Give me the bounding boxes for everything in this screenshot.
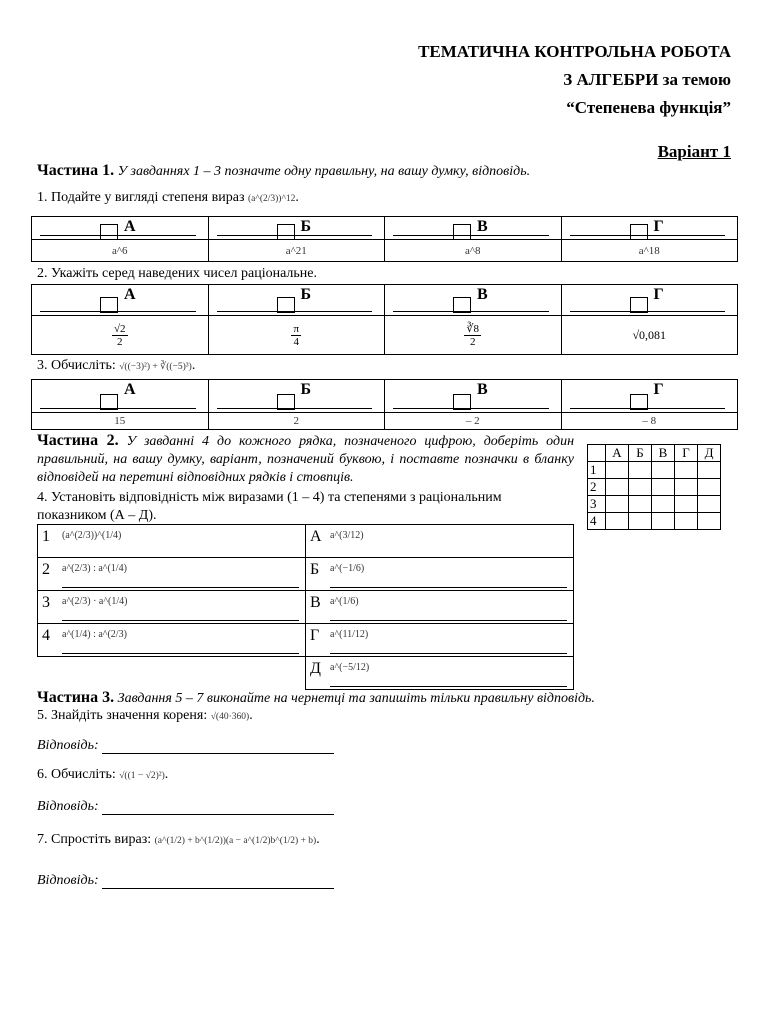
q7-text: 7. Спростіть вираз: <box>37 832 152 847</box>
q5-text: 5. Знайдіть значення кореня: <box>37 708 208 723</box>
answer-label: Відповідь: <box>37 799 99 814</box>
q3-option-b[interactable] <box>208 380 385 413</box>
checkbox[interactable] <box>100 224 118 240</box>
matching-table <box>37 524 574 690</box>
match-left-1 <box>38 525 306 558</box>
option-label: А <box>124 218 136 235</box>
option-label: В <box>477 381 488 398</box>
q2-answer-table <box>31 284 738 355</box>
part3-heading <box>37 689 595 707</box>
q2-option-b[interactable] <box>208 285 385 316</box>
row-number: 4 <box>42 627 50 644</box>
q7-end: . <box>316 832 320 847</box>
q1-option-b[interactable] <box>208 217 385 240</box>
grid-col-header: Г <box>675 445 698 462</box>
grid-cell[interactable] <box>698 479 721 496</box>
part2-title: Частина 2. <box>37 432 119 449</box>
part1-title: Частина 1. <box>37 162 115 179</box>
q5-answer-row <box>37 738 334 754</box>
grid-row-header: 1 <box>588 462 606 479</box>
q1-end: . <box>295 190 299 205</box>
match-right-a <box>306 525 574 558</box>
row-letter: Д <box>310 660 321 677</box>
grid-cell[interactable] <box>629 496 652 513</box>
grid-cell[interactable] <box>698 513 721 530</box>
part1-heading <box>37 162 530 180</box>
q3-answer-v: – 2 <box>385 413 562 430</box>
expression: a^(2/3) : a^(1/4) <box>62 563 127 574</box>
part1-description: У завданнях 1 – 3 позначте одну правильну, на вашу думку, відповідь. <box>117 164 531 179</box>
expression: a^(−1/6) <box>330 563 365 574</box>
grid-cell[interactable] <box>698 462 721 479</box>
q7-expression: (a^(1/2) + b^(1/2))(a − a^(1/2)b^(1/2) + b) <box>154 836 317 846</box>
grid-cell[interactable] <box>675 513 698 530</box>
grid-col-header: В <box>652 445 675 462</box>
row-letter: В <box>310 594 321 611</box>
row-letter: Г <box>310 627 320 644</box>
grid-cell[interactable] <box>652 496 675 513</box>
grid-row-header: 2 <box>588 479 606 496</box>
question-5 <box>37 708 253 724</box>
grid-cell[interactable] <box>606 496 629 513</box>
q3-option-a[interactable] <box>32 380 209 413</box>
expression: a^(3/12) <box>330 530 364 541</box>
match-right-v <box>306 591 574 624</box>
q2-option-a[interactable] <box>32 285 209 316</box>
checkbox[interactable] <box>453 224 471 240</box>
expression: a^(1/4) : a^(2/3) <box>62 629 127 640</box>
title-line-2: З АЛГЕБРИ за темою <box>563 70 731 89</box>
row-letter: А <box>310 528 322 545</box>
q5-expression: √(40·360) <box>210 712 250 722</box>
expression: (a^(2/3))^(1/4) <box>62 530 122 541</box>
q4-text-line-2: показником (А – Д). <box>37 508 157 523</box>
expression: a^(11/12) <box>330 629 369 640</box>
grid-corner <box>588 445 606 462</box>
q1-answer-table <box>31 216 738 262</box>
option-label: А <box>124 381 136 398</box>
q6-end: . <box>164 767 169 782</box>
fraction-numerator: ∛8 <box>466 322 479 335</box>
q1-answer-v: a^8 <box>385 240 562 262</box>
option-label: Г <box>653 286 664 303</box>
q3-text: 3. Обчисліть: <box>37 358 116 373</box>
q3-option-g[interactable] <box>561 380 738 413</box>
grid-cell[interactable] <box>629 479 652 496</box>
grid-cell[interactable] <box>698 496 721 513</box>
q5-answer-field[interactable] <box>102 739 334 754</box>
option-label: А <box>124 286 136 303</box>
variant-label: Варіант 1 <box>657 142 731 161</box>
grid-cell[interactable] <box>606 462 629 479</box>
q3-end: . <box>191 358 196 373</box>
q7-answer-row <box>37 873 334 889</box>
q1-option-v[interactable] <box>385 217 562 240</box>
match-left-3 <box>38 591 306 624</box>
option-label: Б <box>300 381 312 398</box>
fraction-denominator: 2 <box>469 335 476 348</box>
q2-answer-b <box>208 316 385 355</box>
grid-col-header: Д <box>698 445 721 462</box>
match-right-g <box>306 624 574 657</box>
answer-grid <box>587 444 721 530</box>
title-line-1: ТЕМАТИЧНА КОНТРОЛЬНА РОБОТА <box>418 42 731 61</box>
part3-description: Завдання 5 – 7 виконайте на чернетці та запишіть тільки правильну відповідь. <box>117 691 595 706</box>
fraction-denominator: 2 <box>116 335 123 348</box>
question-3 <box>37 358 195 374</box>
q6-answer-field[interactable] <box>102 800 334 815</box>
match-left-4 <box>38 624 306 657</box>
grid-col-header: А <box>606 445 629 462</box>
option-label: Г <box>653 381 664 398</box>
q2-answer-a <box>32 316 209 355</box>
title-line-3: “Степенева функція” <box>566 98 731 117</box>
q1-option-a[interactable] <box>32 217 209 240</box>
row-number: 1 <box>42 528 50 545</box>
expression: a^(2/3) · a^(1/4) <box>62 596 128 607</box>
answer-label: Відповідь: <box>37 738 99 753</box>
q3-option-v[interactable] <box>385 380 562 413</box>
q1-answer-g: a^18 <box>561 240 738 262</box>
part2-description: У завданні 4 до кожного рядка, позначеного цифрою, доберіть один правильний, на вашу думку, варіант, позначений буквою, і поставте позначки в бланку відповідей на перетині відповідних рядків і стовпців. <box>37 434 575 485</box>
q7-answer-field[interactable] <box>102 874 334 889</box>
grid-cell[interactable] <box>652 513 675 530</box>
q1-text: 1. Подайте у вигляді степеня вираз <box>37 190 245 205</box>
q3-answer-b: 2 <box>208 413 385 430</box>
grid-cell[interactable] <box>606 479 629 496</box>
q4-text-line-1: 4. Установіть відповідність між виразами (1 – 4) та степенями з раціональним <box>37 490 502 505</box>
question-6 <box>37 767 168 783</box>
row-letter: Б <box>310 561 320 578</box>
q2-answer-g: √0,081 <box>561 316 738 355</box>
row-number: 2 <box>42 561 50 578</box>
grid-cell[interactable] <box>652 479 675 496</box>
checkbox[interactable] <box>630 224 648 240</box>
grid-col-header: Б <box>629 445 652 462</box>
grid-cell[interactable] <box>629 462 652 479</box>
part2-heading <box>37 432 574 487</box>
fraction-denominator: 4 <box>293 335 299 348</box>
answer-label: Відповідь: <box>37 873 99 888</box>
q2-answer-v <box>385 316 562 355</box>
grid-cell[interactable] <box>675 479 698 496</box>
option-label: В <box>477 286 488 303</box>
part3-title: Частина 3. <box>37 689 115 706</box>
match-left-empty <box>38 657 306 690</box>
q3-answer-g: – 8 <box>561 413 738 430</box>
fraction-numerator: √2 <box>113 322 126 335</box>
q6-answer-row <box>37 799 334 815</box>
q3-expression: √((−3)²) + ∛((−5)³) <box>119 362 192 372</box>
q1-answer-a: a^6 <box>32 240 209 262</box>
expression: a^(1/6) <box>330 596 359 607</box>
grid-cell[interactable] <box>675 462 698 479</box>
q5-end: . <box>249 708 253 723</box>
q1-answer-b: a^21 <box>208 240 385 262</box>
grid-row-header: 4 <box>588 513 606 530</box>
question-1 <box>37 190 299 206</box>
fraction-numerator: π <box>293 322 300 335</box>
question-2: 2. Укажіть серед наведених чисел раціональне. <box>37 266 318 281</box>
option-label: Г <box>653 218 664 235</box>
row-number: 3 <box>42 594 50 611</box>
q1-expression: (a^(2/3))^12 <box>247 194 296 204</box>
q2-option-g[interactable] <box>561 285 738 316</box>
expression: a^(−5/12) <box>330 662 370 673</box>
option-label: Б <box>300 218 312 235</box>
match-right-b <box>306 558 574 591</box>
q6-text: 6. Обчисліть: <box>37 767 116 782</box>
q3-answer-a: 15 <box>32 413 209 430</box>
q2-option-v[interactable] <box>385 285 562 316</box>
grid-cell[interactable] <box>629 513 652 530</box>
grid-cell[interactable] <box>606 513 629 530</box>
question-7 <box>37 832 320 848</box>
option-label: Б <box>300 286 312 303</box>
q1-option-g[interactable] <box>561 217 738 240</box>
grid-cell[interactable] <box>652 462 675 479</box>
grid-row-header: 3 <box>588 496 606 513</box>
checkbox[interactable] <box>277 224 295 240</box>
q6-expression: √((1 − √2)²) <box>119 771 165 781</box>
q3-answer-table <box>31 379 738 430</box>
match-right-d <box>306 657 574 690</box>
grid-cell[interactable] <box>675 496 698 513</box>
option-label: В <box>477 218 488 235</box>
match-left-2 <box>38 558 306 591</box>
